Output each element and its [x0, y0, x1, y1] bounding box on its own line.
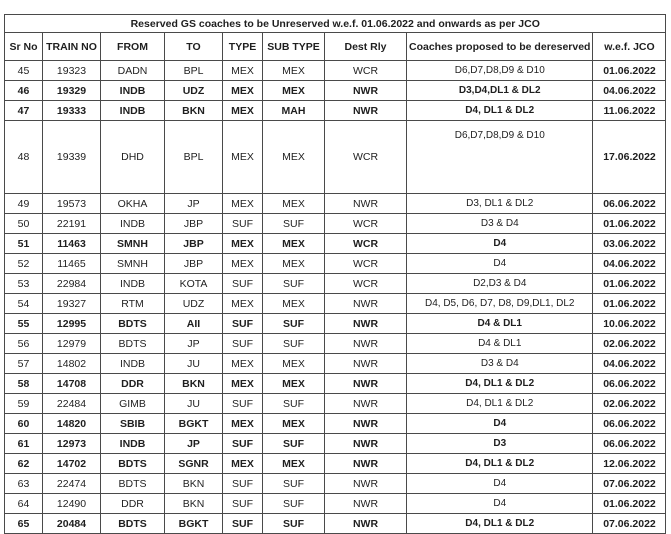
column-header-sub-type: SUB TYPE [263, 33, 325, 61]
from-station-cell: INDB [101, 434, 165, 454]
wef-date-cell: 04.06.2022 [593, 354, 666, 374]
sr-no-cell: 56 [5, 334, 43, 354]
dest-rly-cell: NWR [325, 194, 407, 214]
from-station-cell: SMNH [101, 234, 165, 254]
sr-no-cell: 63 [5, 474, 43, 494]
sr-no-cell: 64 [5, 494, 43, 514]
to-station-cell: BKN [165, 374, 223, 394]
from-station-cell: BDTS [101, 334, 165, 354]
dest-rly-cell: NWR [325, 314, 407, 334]
dest-rly-cell: WCR [325, 254, 407, 274]
coaches-cell: D3 & D4 [407, 214, 593, 234]
sr-no-cell: 54 [5, 294, 43, 314]
coaches-cell: D4 & DL1 [407, 334, 593, 354]
train-no-cell: 19323 [43, 61, 101, 81]
sub-type-cell: SUF [263, 474, 325, 494]
from-station-cell: DDR [101, 494, 165, 514]
column-header-sr-no: Sr No [5, 33, 43, 61]
column-header-to: TO [165, 33, 223, 61]
from-station-cell: SBIB [101, 414, 165, 434]
table-row [5, 61, 666, 81]
dest-rly-cell: NWR [325, 354, 407, 374]
from-station-cell: RTM [101, 294, 165, 314]
sub-type-cell: MEX [263, 81, 325, 101]
type-cell: MEX [223, 194, 263, 214]
coaches-cell: D4 & DL1 [407, 314, 593, 334]
train-no-cell: 22474 [43, 474, 101, 494]
column-header-dest-rly: Dest Rly [325, 33, 407, 61]
to-station-cell: JBP [165, 254, 223, 274]
coaches-cell: D4, DL1 & DL2 [407, 394, 593, 414]
from-station-cell: DDR [101, 374, 165, 394]
wef-date-cell: 03.06.2022 [593, 234, 666, 254]
table-row [5, 314, 666, 334]
table-row [5, 194, 666, 214]
dest-rly-cell: NWR [325, 294, 407, 314]
type-cell: MEX [223, 454, 263, 474]
wef-date-cell: 06.06.2022 [593, 374, 666, 394]
coaches-cell: D2,D3 & D4 [407, 274, 593, 294]
to-station-cell: JU [165, 394, 223, 414]
to-station-cell: UDZ [165, 81, 223, 101]
train-no-cell: 19327 [43, 294, 101, 314]
sub-type-cell: MAH [263, 101, 325, 121]
wef-date-cell: 01.06.2022 [593, 214, 666, 234]
dest-rly-cell: WCR [325, 234, 407, 254]
coaches-cell: D3, DL1 & DL2 [407, 194, 593, 214]
sr-no-cell: 59 [5, 394, 43, 414]
sub-type-cell: MEX [263, 254, 325, 274]
table-row [5, 334, 666, 354]
to-station-cell: JP [165, 194, 223, 214]
column-header-type: TYPE [223, 33, 263, 61]
type-cell: MEX [223, 294, 263, 314]
from-station-cell: INDB [101, 101, 165, 121]
train-no-cell: 14820 [43, 414, 101, 434]
train-no-cell: 12490 [43, 494, 101, 514]
sub-type-cell: SUF [263, 514, 325, 534]
from-station-cell: INDB [101, 214, 165, 234]
coaches-cell: D3 [407, 434, 593, 454]
wef-date-cell: 01.06.2022 [593, 61, 666, 81]
table-row [5, 81, 666, 101]
table-row [5, 234, 666, 254]
sub-type-cell: MEX [263, 354, 325, 374]
to-station-cell: JP [165, 434, 223, 454]
wef-date-cell: 04.06.2022 [593, 254, 666, 274]
type-cell: SUF [223, 394, 263, 414]
sub-type-cell: SUF [263, 334, 325, 354]
coaches-cell: D6,D7,D8,D9 & D10 [407, 121, 593, 194]
train-no-cell: 12995 [43, 314, 101, 334]
wef-date-cell: 10.06.2022 [593, 314, 666, 334]
train-no-cell: 14702 [43, 454, 101, 474]
train-no-cell: 22484 [43, 394, 101, 414]
train-no-cell: 14802 [43, 354, 101, 374]
sr-no-cell: 57 [5, 354, 43, 374]
sr-no-cell: 51 [5, 234, 43, 254]
from-station-cell: DADN [101, 61, 165, 81]
train-no-cell: 22984 [43, 274, 101, 294]
wef-date-cell: 06.06.2022 [593, 194, 666, 214]
to-station-cell: JBP [165, 214, 223, 234]
dest-rly-cell: NWR [325, 474, 407, 494]
dest-rly-cell: NWR [325, 494, 407, 514]
wef-date-cell: 07.06.2022 [593, 514, 666, 534]
sub-type-cell: MEX [263, 194, 325, 214]
from-station-cell: GIMB [101, 394, 165, 414]
table-row [5, 121, 666, 194]
from-station-cell: INDB [101, 81, 165, 101]
to-station-cell: KOTA [165, 274, 223, 294]
type-cell: MEX [223, 254, 263, 274]
to-station-cell: JU [165, 354, 223, 374]
coaches-cell: D6,D7,D8,D9 & D10 [407, 61, 593, 81]
wef-date-cell: 01.06.2022 [593, 274, 666, 294]
to-station-cell: SGNR [165, 454, 223, 474]
wef-date-cell: 12.06.2022 [593, 454, 666, 474]
dest-rly-cell: NWR [325, 101, 407, 121]
type-cell: MEX [223, 354, 263, 374]
train-no-cell: 22191 [43, 214, 101, 234]
dest-rly-cell: NWR [325, 374, 407, 394]
dest-rly-cell: WCR [325, 121, 407, 194]
to-station-cell: BGKT [165, 414, 223, 434]
sub-type-cell: SUF [263, 314, 325, 334]
type-cell: SUF [223, 214, 263, 234]
dest-rly-cell: NWR [325, 454, 407, 474]
coaches-cell: D4 [407, 474, 593, 494]
to-station-cell: AII [165, 314, 223, 334]
dest-rly-cell: NWR [325, 414, 407, 434]
from-station-cell: SMNH [101, 254, 165, 274]
dest-rly-cell: WCR [325, 274, 407, 294]
coaches-cell: D4 [407, 494, 593, 514]
dest-rly-cell: NWR [325, 434, 407, 454]
coaches-cell: D4 [407, 234, 593, 254]
sr-no-cell: 45 [5, 61, 43, 81]
type-cell: SUF [223, 514, 263, 534]
from-station-cell: BDTS [101, 474, 165, 494]
sr-no-cell: 62 [5, 454, 43, 474]
wef-date-cell: 07.06.2022 [593, 474, 666, 494]
column-header-coaches: Coaches proposed to be dereserved [407, 33, 593, 61]
from-station-cell: OKHA [101, 194, 165, 214]
type-cell: SUF [223, 434, 263, 454]
dest-rly-cell: NWR [325, 81, 407, 101]
table-row [5, 414, 666, 434]
wef-date-cell: 01.06.2022 [593, 494, 666, 514]
train-no-cell: 12973 [43, 434, 101, 454]
dest-rly-cell: WCR [325, 61, 407, 81]
train-no-cell: 19333 [43, 101, 101, 121]
wef-date-cell: 06.06.2022 [593, 414, 666, 434]
coaches-cell: D3,D4,DL1 & DL2 [407, 81, 593, 101]
to-station-cell: JP [165, 334, 223, 354]
type-cell: MEX [223, 61, 263, 81]
to-station-cell: JBP [165, 234, 223, 254]
table-row [5, 354, 666, 374]
train-no-cell: 11465 [43, 254, 101, 274]
from-station-cell: INDB [101, 354, 165, 374]
table-row [5, 394, 666, 414]
coaches-cell: D4, DL1 & DL2 [407, 454, 593, 474]
coaches-cell: D4 [407, 254, 593, 274]
to-station-cell: BKN [165, 101, 223, 121]
to-station-cell: BKN [165, 474, 223, 494]
dereservation-table [4, 14, 666, 534]
sr-no-cell: 52 [5, 254, 43, 274]
coaches-cell: D4, DL1 & DL2 [407, 514, 593, 534]
train-no-cell: 19573 [43, 194, 101, 214]
column-header-from: FROM [101, 33, 165, 61]
from-station-cell: BDTS [101, 454, 165, 474]
type-cell: SUF [223, 314, 263, 334]
table-row [5, 101, 666, 121]
wef-date-cell: 06.06.2022 [593, 434, 666, 454]
sub-type-cell: MEX [263, 374, 325, 394]
dest-rly-cell: NWR [325, 394, 407, 414]
sub-type-cell: SUF [263, 394, 325, 414]
sr-no-cell: 46 [5, 81, 43, 101]
sub-type-cell: MEX [263, 121, 325, 194]
dest-rly-cell: NWR [325, 514, 407, 534]
sr-no-cell: 58 [5, 374, 43, 394]
wef-date-cell: 04.06.2022 [593, 81, 666, 101]
type-cell: MEX [223, 414, 263, 434]
sub-type-cell: MEX [263, 454, 325, 474]
type-cell: SUF [223, 474, 263, 494]
sub-type-cell: MEX [263, 234, 325, 254]
type-cell: SUF [223, 494, 263, 514]
sr-no-cell: 47 [5, 101, 43, 121]
table-row [5, 294, 666, 314]
train-no-cell: 19329 [43, 81, 101, 101]
column-header-train-no: TRAIN NO [43, 33, 101, 61]
table-row [5, 454, 666, 474]
table-row [5, 374, 666, 394]
wef-date-cell: 02.06.2022 [593, 394, 666, 414]
coaches-cell: D4, D5, D6, D7, D8, D9,DL1, DL2 [407, 294, 593, 314]
sub-type-cell: SUF [263, 494, 325, 514]
table-row [5, 434, 666, 454]
sr-no-cell: 48 [5, 121, 43, 194]
coaches-cell: D3 & D4 [407, 354, 593, 374]
from-station-cell: DHD [101, 121, 165, 194]
table-row [5, 214, 666, 234]
from-station-cell: BDTS [101, 314, 165, 334]
to-station-cell: BPL [165, 61, 223, 81]
wef-date-cell: 01.06.2022 [593, 294, 666, 314]
table-row [5, 494, 666, 514]
sub-type-cell: MEX [263, 61, 325, 81]
sr-no-cell: 53 [5, 274, 43, 294]
type-cell: MEX [223, 234, 263, 254]
header-row [5, 33, 666, 61]
type-cell: SUF [223, 334, 263, 354]
table-row [5, 274, 666, 294]
train-no-cell: 11463 [43, 234, 101, 254]
column-header-wef-jco: w.e.f. JCO [593, 33, 666, 61]
sr-no-cell: 55 [5, 314, 43, 334]
table-body [5, 61, 666, 534]
coaches-cell: D4, DL1 & DL2 [407, 101, 593, 121]
type-cell: MEX [223, 374, 263, 394]
table-title: Reserved GS coaches to be Unreserved w.e.f. 01.06.2022 and onwards as per JCO [5, 15, 666, 33]
dest-rly-cell: WCR [325, 214, 407, 234]
type-cell: MEX [223, 121, 263, 194]
type-cell: SUF [223, 274, 263, 294]
sr-no-cell: 50 [5, 214, 43, 234]
to-station-cell: UDZ [165, 294, 223, 314]
sr-no-cell: 49 [5, 194, 43, 214]
sub-type-cell: SUF [263, 214, 325, 234]
wef-date-cell: 17.06.2022 [593, 121, 666, 194]
wef-date-cell: 02.06.2022 [593, 334, 666, 354]
sr-no-cell: 60 [5, 414, 43, 434]
type-cell: MEX [223, 81, 263, 101]
sub-type-cell: SUF [263, 434, 325, 454]
from-station-cell: INDB [101, 274, 165, 294]
sub-type-cell: MEX [263, 414, 325, 434]
sub-type-cell: MEX [263, 294, 325, 314]
to-station-cell: BPL [165, 121, 223, 194]
from-station-cell: BDTS [101, 514, 165, 534]
table-row [5, 474, 666, 494]
to-station-cell: BGKT [165, 514, 223, 534]
dest-rly-cell: NWR [325, 334, 407, 354]
to-station-cell: BKN [165, 494, 223, 514]
table-row [5, 254, 666, 274]
sr-no-cell: 65 [5, 514, 43, 534]
type-cell: MEX [223, 101, 263, 121]
wef-date-cell: 11.06.2022 [593, 101, 666, 121]
sub-type-cell: SUF [263, 274, 325, 294]
train-no-cell: 12979 [43, 334, 101, 354]
coaches-cell: D4 [407, 414, 593, 434]
sr-no-cell: 61 [5, 434, 43, 454]
train-no-cell: 19339 [43, 121, 101, 194]
train-no-cell: 14708 [43, 374, 101, 394]
table-row [5, 514, 666, 534]
train-no-cell: 20484 [43, 514, 101, 534]
coaches-cell: D4, DL1 & DL2 [407, 374, 593, 394]
